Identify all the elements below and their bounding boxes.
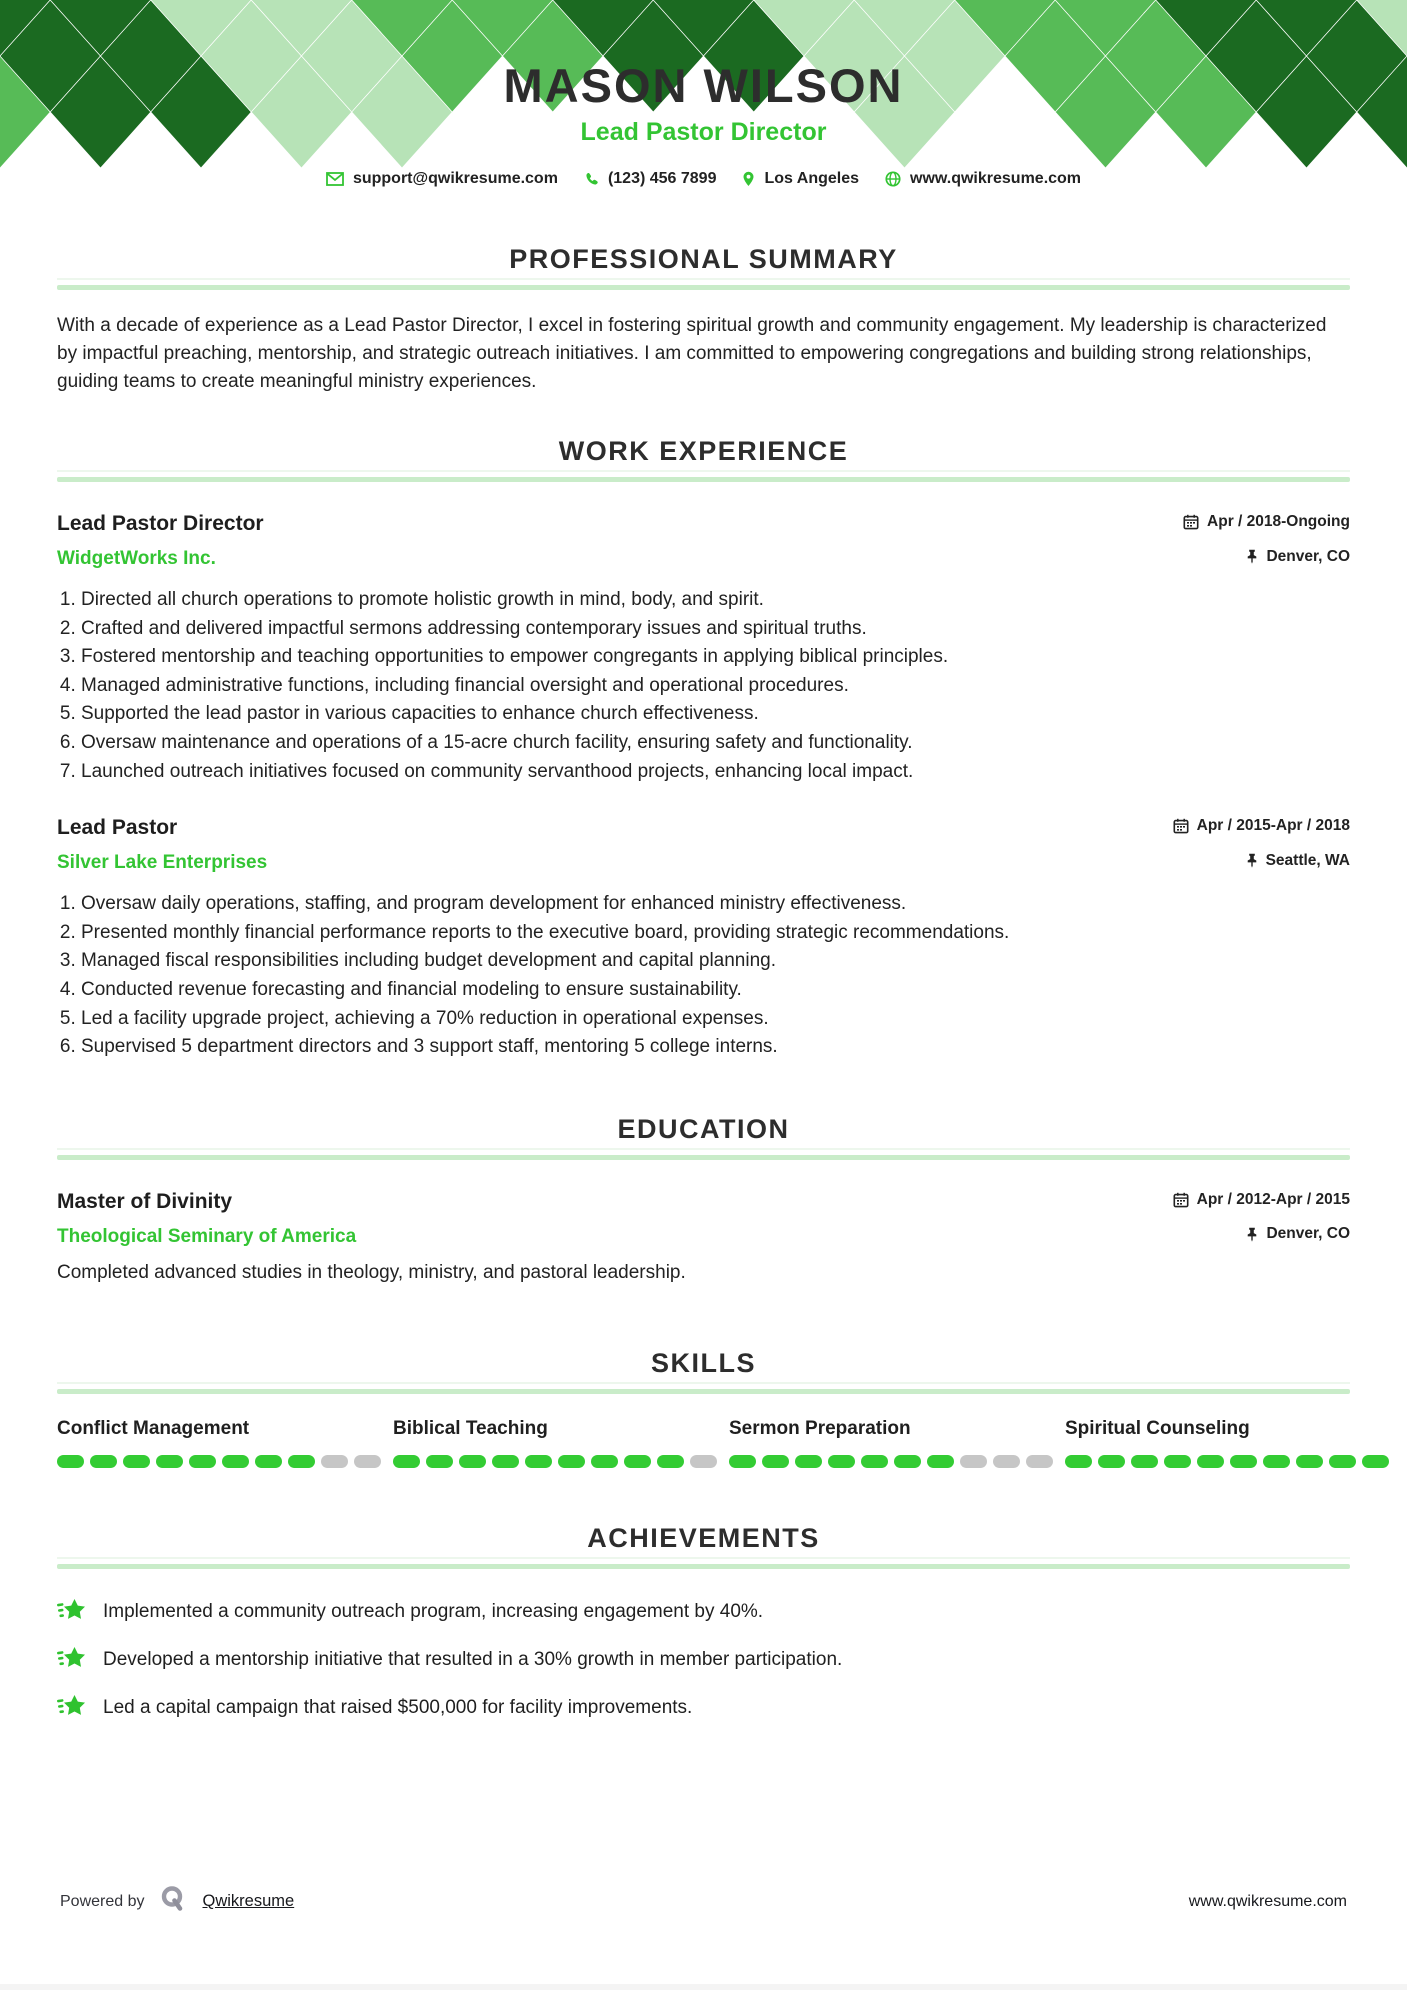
skill-item (393, 1418, 717, 1468)
contact-phone-text: (123) 456 7899 (607, 170, 717, 187)
skill-level-bar (393, 1455, 717, 1468)
skill-item (1065, 1418, 1389, 1468)
skills-grid (57, 1418, 1350, 1468)
section-divider (57, 477, 1350, 482)
job2-duty: 3. Managed fiscal responsibilities including budget development and capital planning. (81, 947, 1350, 976)
skill-level-bar (729, 1455, 1053, 1468)
education-dates-text: Apr / 2012-Apr / 2015 (1196, 1190, 1350, 1208)
bottom-strip (0, 1984, 1407, 1990)
job2-duty: 4. Conducted revenue forecasting and financial modeling to ensure sustainability. (81, 976, 1350, 1005)
job1-duty: 2. Crafted and delivered impactful sermons addressing contemporary issues and spiritual truths. (81, 615, 1350, 644)
candidate-job-title: Lead Pastor Director (580, 118, 827, 146)
job1-duty: 5. Supported the lead pastor in various capacities to enhance church effectiveness. (81, 700, 1350, 729)
contact-email (326, 170, 558, 188)
achievements-list (57, 1597, 1350, 1724)
achievement-item (57, 1693, 1350, 1724)
contact-website (885, 170, 1081, 188)
resume-body (0, 244, 1407, 1724)
qwikresume-logo (159, 1885, 189, 1918)
summary-text: With a decade of experience as a Lead Pastor Director, I excel in fostering spiritual growth and community engagement. My leadership is characterized by impactful preaching, mentorship, and strategic outreach initiatives. I am committed to empowering congregations and building strong relationships, guiding teams to create meaningful ministry experiences. (57, 315, 1327, 392)
powered-by-label: Powered by (60, 1892, 145, 1910)
job1-dates-text: Apr / 2018-Ongoing (1207, 513, 1350, 530)
education-location (1246, 1225, 1350, 1243)
calendar-icon (1173, 1192, 1189, 1208)
achievement-text: Implemented a community outreach program, increasing engagement by 40%. (103, 1601, 764, 1623)
job1-role: Lead Pastor Director (57, 512, 264, 535)
job2-company: Silver Lake Enterprises (57, 852, 268, 874)
candidate-name: MASON WILSON (503, 59, 904, 112)
contact-email-text: support@qwikresume.com (352, 170, 558, 187)
education-location-text: Denver, CO (1266, 1225, 1350, 1243)
skill-name: Biblical Teaching (393, 1417, 548, 1439)
job1-location (1246, 548, 1350, 566)
page-footer (0, 1885, 1407, 1918)
job1-duty: 7. Launched outreach initiatives focused on community servanthood projects, enhancing local impact. (81, 758, 1350, 787)
globe-icon (885, 171, 901, 187)
phone-icon (584, 172, 599, 187)
job-entry-1 (57, 512, 1350, 786)
job2-dates (1173, 817, 1350, 835)
job2-location-text: Seattle, WA (1265, 851, 1350, 869)
job1-duty: 4. Managed administrative functions, including financial oversight and operational procedures. (81, 672, 1350, 701)
skill-item (729, 1418, 1053, 1468)
header-banner (0, 0, 1407, 228)
location-icon (742, 171, 755, 187)
education-section-title: EDUCATION (617, 1113, 790, 1144)
job1-location-text: Denver, CO (1266, 547, 1350, 565)
triangle-mosaic-decoration (0, 0, 1407, 228)
job2-duty: 1. Oversaw daily operations, staffing, and program development for enhanced ministry effectiveness. (81, 890, 1350, 919)
job2-role: Lead Pastor (57, 816, 178, 840)
education-description: Completed advanced studies in theology, ministry, and pastoral leadership. (57, 1261, 686, 1283)
education-degree: Master of Divinity (57, 1189, 233, 1213)
work-section-title: WORK EXPERIENCE (558, 436, 849, 466)
summary-section-title: PROFESSIONAL SUMMARY (509, 244, 898, 274)
achievement-text: Led a capital campaign that raised $500,000 for facility improvements. (103, 1697, 693, 1719)
shooting-star-icon (57, 1645, 85, 1676)
pushpin-icon (1246, 853, 1258, 868)
contact-row (0, 170, 1407, 188)
skill-name: Sermon Preparation (729, 1417, 911, 1439)
section-divider (57, 285, 1350, 290)
section-divider (57, 1389, 1350, 1394)
skill-level-bar (1065, 1455, 1389, 1468)
job1-duty: 6. Oversaw maintenance and operations of a 15-acre church facility, ensuring safety and functionality. (81, 729, 1350, 758)
job2-duty: 5. Led a facility upgrade project, achieving a 70% reduction in operational expenses. (81, 1005, 1350, 1034)
skill-name: Conflict Management (57, 1417, 250, 1439)
qwikresume-link[interactable]: Qwikresume (202, 1892, 295, 1910)
achievement-text: Developed a mentorship initiative that resulted in a 30% growth in member participation. (103, 1649, 843, 1671)
job2-duty: 6. Supervised 5 department directors and 3 support staff, mentoring 5 college interns. (81, 1033, 1350, 1062)
calendar-icon (1183, 514, 1199, 530)
pushpin-icon (1246, 1227, 1258, 1242)
job1-duty: 1. Directed all church operations to promote holistic growth in mind, body, and spirit. (81, 586, 1350, 615)
shooting-star-icon (57, 1597, 85, 1628)
pushpin-icon (1246, 549, 1258, 564)
section-divider (57, 1564, 1350, 1569)
contact-website-text: www.qwikresume.com (910, 170, 1082, 187)
job1-duty-list (57, 586, 1350, 786)
calendar-icon (1173, 818, 1189, 834)
section-divider (57, 1155, 1350, 1160)
job2-duty: 2. Presented monthly financial performance reports to the executive board, providing strategic recommendations. (81, 919, 1350, 948)
education-dates (1173, 1191, 1350, 1209)
skills-section-title: SKILLS (650, 1347, 756, 1378)
email-icon (326, 172, 344, 186)
contact-location (742, 170, 859, 188)
skill-level-bar (57, 1455, 381, 1468)
shooting-star-icon (57, 1693, 85, 1724)
achievements-section-title: ACHIEVEMENTS (587, 1522, 820, 1553)
job2-location (1246, 852, 1350, 870)
footer-website: www.qwikresume.com (1188, 1892, 1347, 1910)
job2-dates-text: Apr / 2015-Apr / 2018 (1196, 817, 1350, 835)
education-entry (57, 1190, 1350, 1284)
skill-name: Spiritual Counseling (1065, 1417, 1250, 1439)
skill-item (57, 1418, 381, 1468)
job-entry-2 (57, 816, 1350, 1062)
job1-company: WidgetWorks Inc. (57, 548, 216, 569)
job2-duty-list (57, 890, 1350, 1062)
job1-duty: 3. Fostered mentorship and teaching opportunities to empower congregants in applying biblical principles. (81, 643, 1350, 672)
education-school: Theological Seminary of America (57, 1225, 357, 1247)
job1-dates (1183, 513, 1350, 531)
contact-phone (584, 170, 717, 188)
contact-location-text: Los Angeles (764, 170, 860, 187)
achievement-item (57, 1645, 1350, 1676)
achievement-item (57, 1597, 1350, 1628)
